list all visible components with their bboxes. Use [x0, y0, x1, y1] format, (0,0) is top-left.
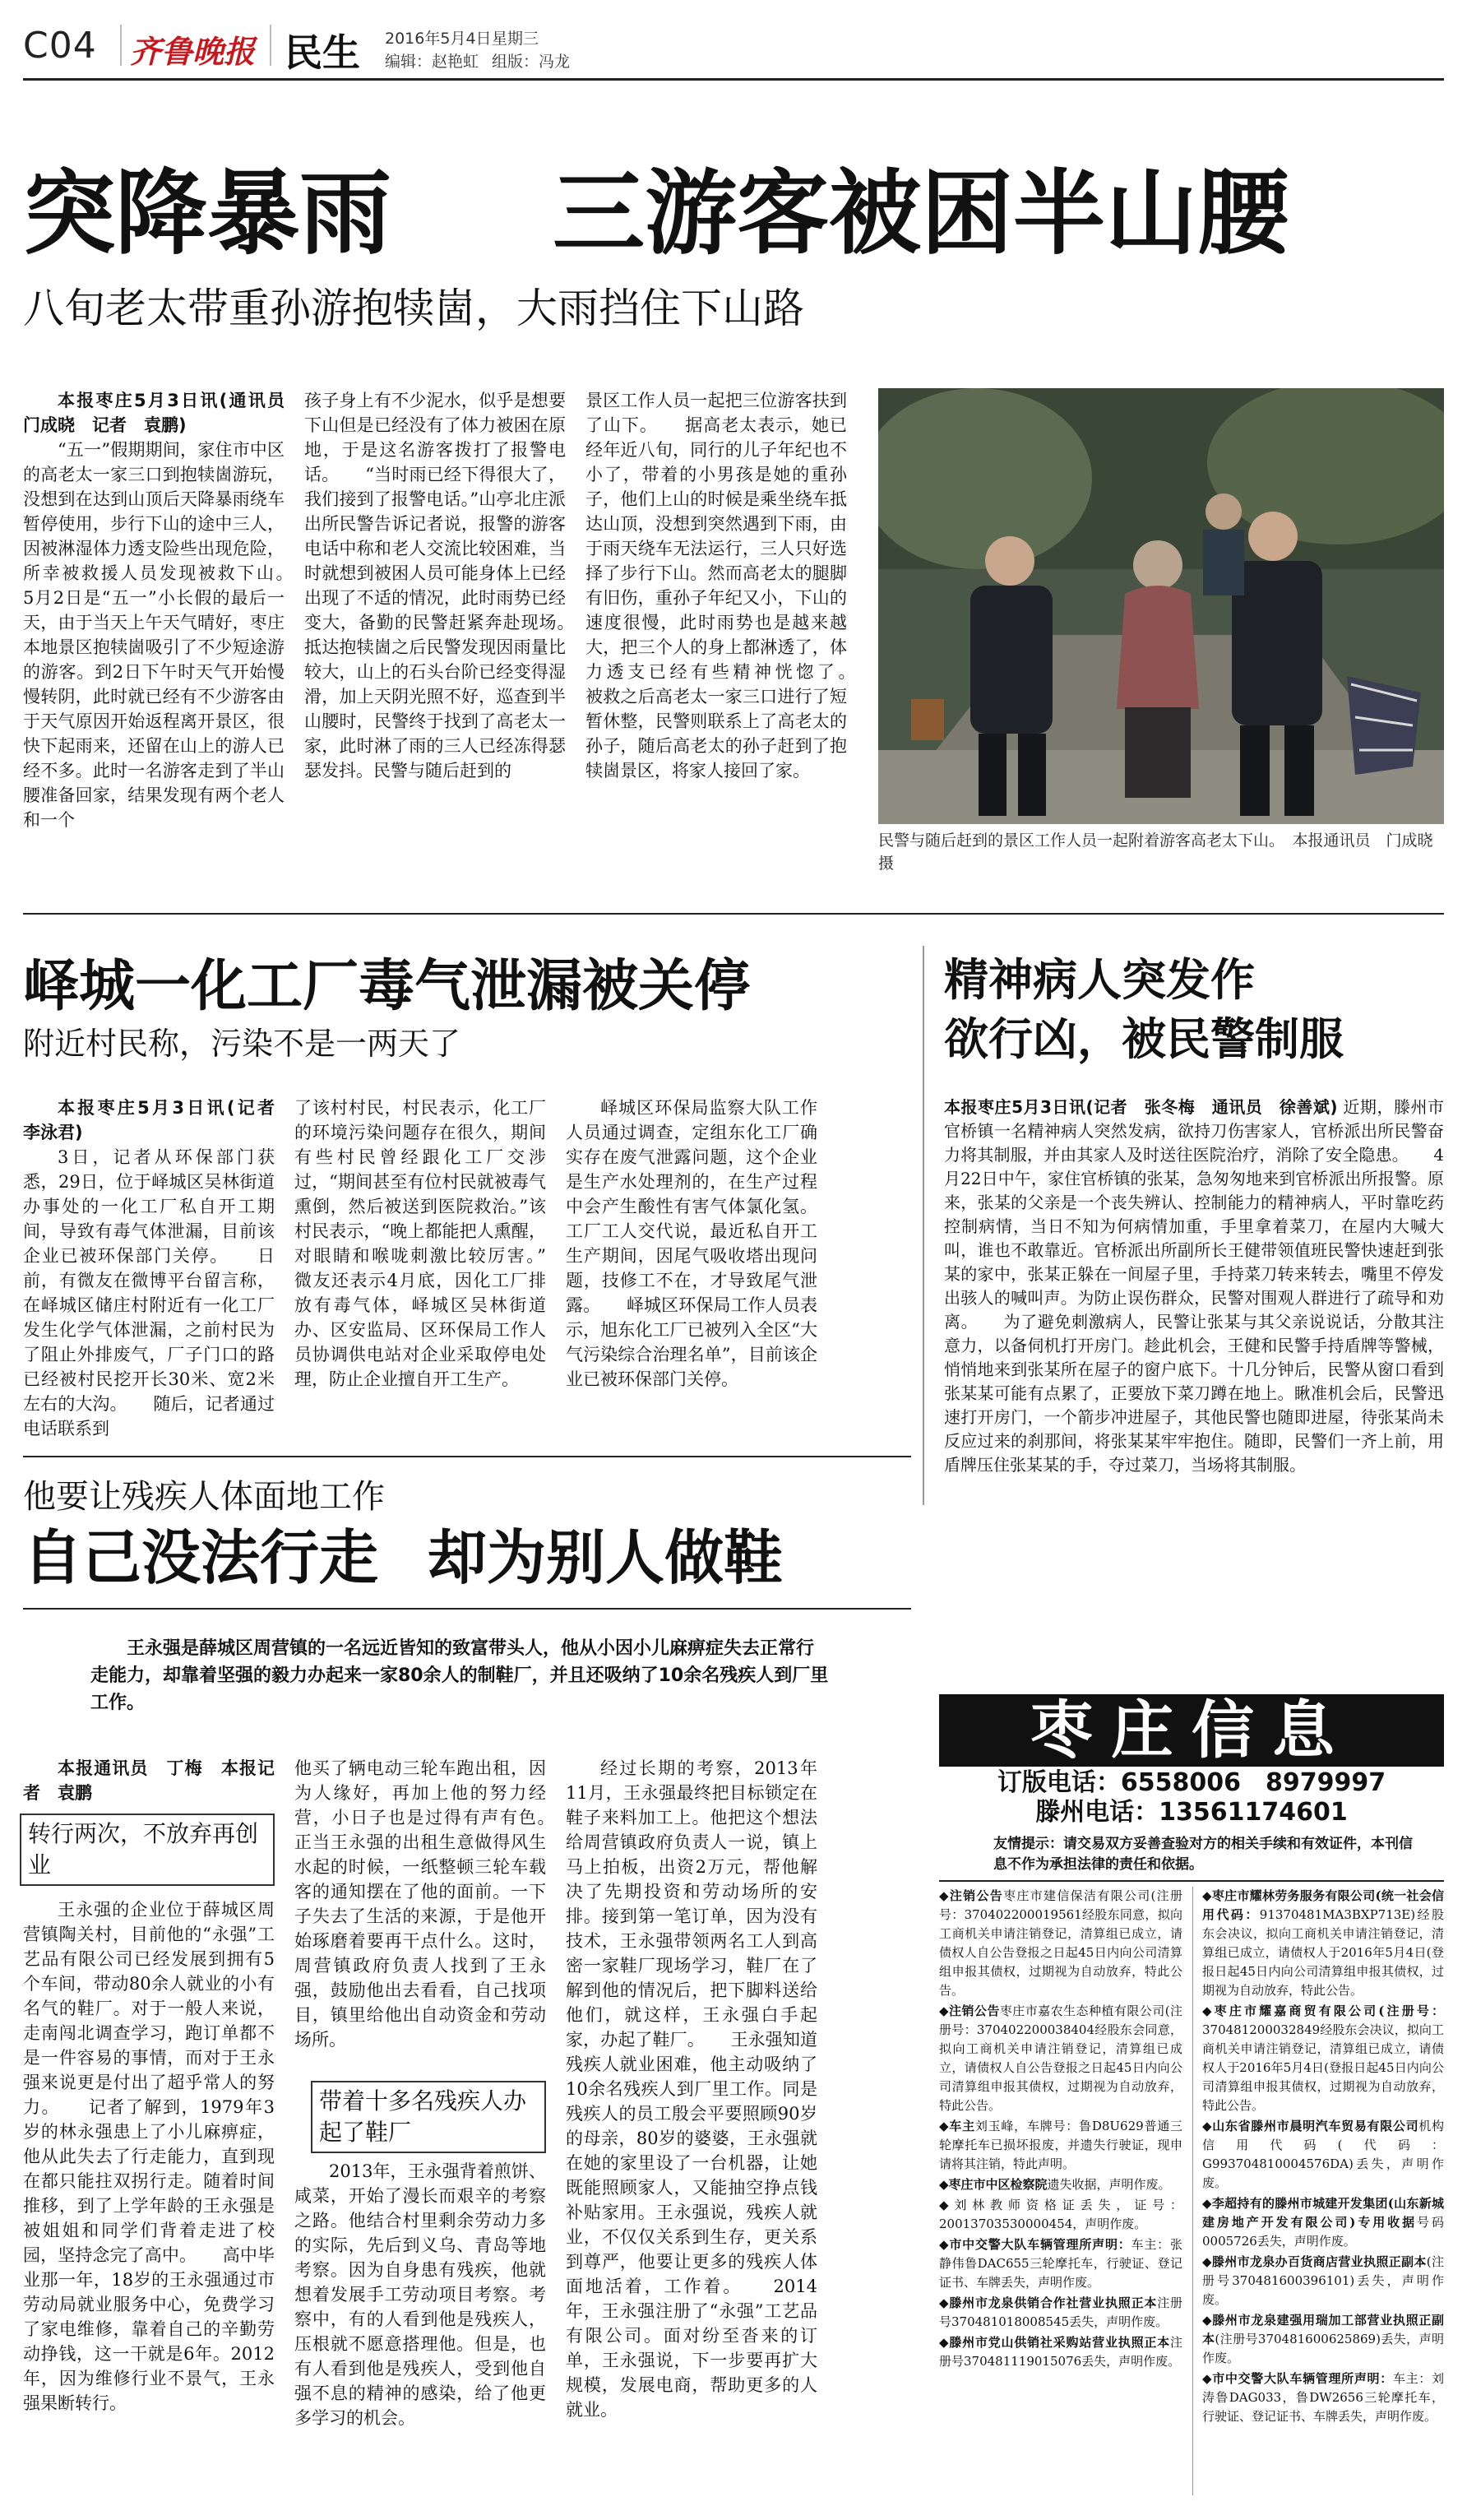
classified-ad-heading: ◆市中交警大队车辆管理所声明：: [939, 2237, 1131, 2252]
story1-col1-text: “五一”假期期间，家住市中区的高老太一家三口到抱犊崮游玩，没想到在达到山顶后天降暴雨绕车暂停使用，步行下山的途中三人，因被淋湿体力透支险些出现危险，所幸被救援人员发现被救下山。 5月2日是“五一”小长假的最后一天，由于当天上午天气晴好，枣庄本地景区抱犊崮吸引了不少短途游的游客。到2日下午时天气开始慢慢转阴，此时就已经有不少游客由于天气原因开始返程离开景区，很快下起雨来，还留在山上的游人已经不多。此时一名游客走到了半山腰准备回家，结果发现有两个老人和一个: [23, 440, 285, 830]
info-top-rule: [939, 1880, 1444, 1882]
story4-subhead-box-1: 转行两次，不放弃再创业: [20, 1814, 275, 1886]
story1-lead: 本报枣庄5月3日讯(通讯员 门成晓 记者 袁鹏): [23, 391, 285, 435]
classified-ad: [939, 2294, 1182, 2332]
classified-ad-text: 枣庄市建信保洁有限公司(注册号：370402200019561经股东同意，拟向工商机关申请注销登记，清算组已成立，请债权人自公告登报之日起45日内向公司清算组申报其债权，过期视为自动放弃，特此公告。: [939, 1888, 1182, 1998]
classified-ad-text: 车主：张静伟鲁DAC655三轮摩托车，行驶证、登记证书、车牌丢失，声明作废。: [939, 2237, 1182, 2290]
story4-column-3: [566, 1756, 817, 2496]
story2-bottom-rule: [23, 1456, 911, 1457]
classified-ad-heading: ◆枣庄市中区检察院: [939, 2177, 1048, 2192]
classified-ad: [1202, 2194, 1444, 2251]
story4-col2a-text: 他买了辆电动三轮车跑出租，因为人缘好，再加上他的努力经营，小日子也是过得有声有色。 正当王永强的出租生意做得风生水起的时候，一纸整顿三轮车载客的通知摆在了他的面前。一下子失去了生活的来源，于是他开始琢磨着要再干点什么。这时，周营镇政府负责人找到了王永强，鼓励他出去看看，自己找项目，镇里给他出自动资金和劳动场所。: [294, 1758, 546, 2050]
story3-body: [944, 1096, 1444, 1589]
story3-body-text: 近期，滕州市官桥镇一名精神病人突然发病，欲持刀伤害家人，官桥派出所民警奋力将其制服，并由其家人及时送往医院治疗，消除了安全隐患。 4月22日中午，家住官桥镇的张某，急匆匆地来到官桥派出所报警。原来，张某的父亲是一个丧失辨认、控制能力的精神病人，平时靠吃药控制病情，当日不知为何病情加重，手里拿着菜刀，在屋内大喊大叫，谁也不敢靠近。官桥派出所副所长王健带领值班民警快速赶到张某的家中，张某正躲在一间屋子里，手持菜刀转来转去，嘴里不停发出骇人的喊叫声。为防止误伤群众，民警对围观人群进行了疏导和劝离。 为了避免刺激病人，民警让张某与其父亲说说话，分散其注意力，以备伺机打开房门。趁此机会，王健和民警手持盾牌等警械，悄悄地来到张某所在屋子的窗户底下。十几分钟后，民警从窗口看到张某某可能有点累了，正要放下菜刀蹲在地上。瞅准机会后，民警迅速打开房门，一个箭步冲进屋子，其他民警也随即进屋，待张某尚未反应过来的刹那间，将张某某牢牢抱住。随即，民警们一齐上前，用盾牌压住张某某的手，夺过菜刀，当场将其制服。: [944, 1097, 1444, 1475]
classified-ad-text: 刘玉峰，车牌号：鲁D8U629普通三轮摩托车已损坏报废，并遗失行驶证，现申请将其注销，特此声明。: [939, 2119, 1182, 2171]
classified-ad: [939, 2117, 1182, 2174]
designer-credit: 组版：冯龙: [492, 53, 571, 71]
classified-ad-heading: ◆枣庄市耀嘉商贸有限公司(注册号：: [1202, 2003, 1444, 2018]
classified-ad-text: 遗失收据，声明作废。: [1047, 2177, 1171, 2192]
page-number: C04: [23, 25, 97, 67]
story1-column-3: [585, 388, 847, 898]
story2-column-1: [23, 1096, 275, 1441]
classified-ad-heading: ◆李超持有的滕州市城建开发集团(山东新城建房地产开发有限公司)专用收据: [1202, 2196, 1444, 2230]
story2-lead: 本报枣庄5月3日讯(记者 李泳君): [23, 1098, 275, 1142]
classified-ad-text: 注册号370481018008545丢失，声明作废。: [939, 2295, 1182, 2329]
info-banner-title: 枣庄信息: [1030, 1693, 1353, 1767]
story1-bottom-rule: [23, 913, 1444, 915]
story2-subhead: 附近村民称，污染不是一两天了: [23, 1026, 461, 1062]
story4-summary: 王永强是薛城区周营镇的一名远近皆知的致富带头人，他从小因小儿麻痹症失去正常行走能力，却靠着坚强的毅力办起来一家80余人的制鞋厂，并且还吸纳了10余名残疾人到厂里工作。: [90, 1638, 829, 1713]
classified-ad: [1202, 2117, 1444, 2193]
classified-ad-heading: ◆滕州市党山供销社采购站营业执照正本: [939, 2335, 1170, 2350]
story1-col3-text: 景区工作人员一起把三位游客扶到了山下。 据高老太表示，她已经年近八旬，同行的儿子年纪也不小了，带着的小男孩是她的重孙子，他们上山的时候是乘坐绕车抵达山顶，没想到突然遇到下雨，由于雨天绕车无法运行，三人只好选择了步行下山。然而高老太的腿脚有旧伤，重孙子年纪又小，下山的速度很慢，此时雨势也是越来越大，把三个人的身上都淋透了，体力透支已经有些精神恍惚了。 被救之后高老太一家三口进行了短暂休整，民警则联系上了高老太的孙子，随后高老太的孙子赶到了抱犊崮景区，将家人接回了家。: [585, 391, 847, 781]
story4-headline-b: 却为别人做鞋: [428, 1523, 784, 1592]
classified-ad: [939, 2175, 1182, 2194]
masthead-divider: [120, 25, 122, 66]
story3-headline-line1: 精神病人突发作: [944, 954, 1255, 1006]
info-banner: [939, 1694, 1444, 1767]
story3-lead: 本报枣庄5月3日讯(记者 张冬梅 通讯员 徐善斌): [944, 1097, 1338, 1117]
story1-column-2: [304, 388, 566, 898]
classified-ad: [1202, 1887, 1444, 2000]
paper-logo: 齐鲁晚报: [130, 33, 256, 70]
classified-ad-heading: ◆注销公告: [939, 1888, 1004, 1903]
classified-ad: [939, 2333, 1182, 2371]
story2-col3-text: 峄城区环保局监察大队工作人员通过调查，定组东化工厂确实存在废气泄露问题，这个企业是生产水处理剂的，在生产过程中会产生酸性有害气体氯化氢。工厂工人交代说，最近私自开工生产期间，因尾气吸收塔出现问题，技修工不在，才导致尾气泄露。 峄城区环保局工作人员表示，旭东化工厂已被列入全区“大气污染综合治理名单”，目前该企业已被环保部门关停。: [566, 1098, 817, 1389]
story2-headline: 峄城一化工厂毒气泄漏被关停: [23, 954, 751, 1019]
story2-story3-divider: [923, 946, 924, 1505]
story4-col3-text: 经过长期的考察，2013年11月，王永强最终把目标锁定在鞋子来料加工上。他把这个想法给周营镇政府负责人一说，镇上马上拍板，出资2万元，帮他解决了先期投资和劳动场所的安排。接到第一笔订单，因为没有技术，王永强带领两名工人到高密一家鞋厂现场学习，鞋厂在了解到他的情况后，把下脚料送给他们，就这样，王永强白手起家，办起了鞋厂。 王永强知道残疾人就业困难，他主动吸纳了10余名残疾人到厂里工作。同是残疾人的员工殷会平要照顾90岁的母亲，80岁的婆婆，王永强就在她的家里设了一台机器，让她既能照顾家人，又能抽空挣点钱补贴家用。王永强说，残疾人就业，不仅仅关系到生存，更关系到尊严，他要让更多的残疾人体面地活着，工作着。 2014年，王永强注册了“永强”工艺品有限公司。面对纷至沓来的订单，王永强说，下一步要再扩大规模，发展电商，帮助更多的人就业。: [566, 1758, 817, 2420]
rescue-scene-illustration: [878, 388, 1444, 824]
editor-credit: 编辑：赵艳虹: [385, 53, 479, 71]
info-column-divider: [1192, 1887, 1193, 2495]
classified-ad-heading: ◆滕州市龙泉办百货商店营业执照正副本: [1202, 2254, 1427, 2269]
story1-photo: [878, 388, 1444, 824]
classified-ad-heading: ◆滕州市龙泉供销合作社营业执照正本: [939, 2295, 1158, 2310]
classified-ad: [1202, 2311, 1444, 2368]
classified-ad-heading: ◆: [939, 2198, 955, 2212]
info-notice: 友情提示：请交易双方妥善查验对方的相关手续和有效证件，本刊信息不作为承担法律的责任和依据。: [993, 1836, 1413, 1873]
info-ads-left: [939, 1887, 1182, 2512]
classified-ad: [939, 2002, 1182, 2115]
info-tengzhou-phone: 滕州电话：13561174601: [1035, 1798, 1348, 1827]
story1-headline-b: 三游客被困半山腰: [553, 160, 1289, 267]
classified-ad-text: 车主：刘涛鲁DAG033，鲁DW2656三轮摩托车，行驶证、登记证书、车牌丢失，声明作废。: [1202, 2371, 1444, 2424]
info-ads-right: [1202, 1887, 1444, 2512]
story4-subhead-box-2: 带着十多名残疾人办起了鞋厂: [311, 2081, 546, 2153]
story2-column-2: [294, 1096, 546, 1441]
classified-ad-text: 91370481MA3BXP713E)经股东会决议，拟向工商机关申请注销登记，清算组已成立，请债权人于2016年5月4日(登报日起45日内向公司清算组申报其债权，过期视为自动放弃，特此公告。: [1202, 1907, 1444, 1998]
classified-ad-text: 号码0005726丢失，声明作废。: [1202, 2215, 1444, 2249]
story2-col1-text: 3日，记者从环保部门获悉，29日，位于峄城区吴林街道办事处的一化工厂私自开工期间，导致有毒气体泄漏，目前该企业已被环保部门关停。 日前，有微友在微博平台留言称，在峄城区储庄村附近有一化工厂发生化学气体泄漏，之前村民为了阻止外排废气，厂子门口的路已经被村民挖开长30米、宽2米左右的大沟。 随后，记者通过电话联系到: [23, 1147, 275, 1438]
story2-column-3: [566, 1096, 817, 1441]
classified-ad-heading: ◆车主: [939, 2119, 975, 2133]
classified-ad-text: 刘林教师资格证丢失，证号：20013703530000454，声明作废。: [939, 2198, 1182, 2231]
masthead: [23, 18, 1454, 76]
story1-subhead: 八旬老太带重孙游抱犊崮，大雨挡住下山路: [23, 285, 804, 332]
story3-headline-line2: 欲行凶，被民警制服: [944, 1013, 1344, 1065]
classified-ad-heading: ◆市中交警大队车辆管理所声明：: [1202, 2371, 1393, 2386]
classified-ad: [1202, 2002, 1444, 2115]
story1-col2-text: 孩子身上有不少泥水，似乎是想要下山但是已经没有了体力被困在原地，于是这名游客拨打了报警电话。 “当时雨已经下得很大了，我们接到了报警电话。”山亭北庄派出所民警告诉记者说，报警的游客电话中称和老人交流比较困难，当时就想到被困人员可能身体上已经出现了不适的情况，此时雨势已经变大，备勤的民警赶紧奔赴现场。 抵达抱犊崮之后民警发现因雨量比较大，山上的石头台阶已经变得湿滑，加上天阴光照不好，巡查到半山腰时，民警终于找到了高老太一家，此时淋了雨的三人已经冻得瑟瑟发抖。民警与随后赶到的: [304, 391, 566, 781]
issue-date: 2016年5月4日: [385, 30, 492, 48]
story4-headline-a: 自己没法行走: [23, 1523, 379, 1592]
story1-column-1: [23, 388, 285, 898]
classified-ad-text: 注册号370481119015076丢失，声明作废。: [939, 2335, 1182, 2369]
classified-ad-heading: ◆滕州市龙泉建强用瑞加工部营业执照正副本: [1202, 2313, 1444, 2346]
story4-col1-text: 王永强的企业位于薛城区周营镇陶关村，目前他的“永强”工艺品有限公司已经发展到拥有5个车间，带动80余人就业的小有名气的鞋厂。对于一般人来说，走南闯北调查学习，跑订单都不是一件容易的事情，而对于王永强来说更是付出了超乎常人的努力。 记者了解到，1979年3岁的林永强患上了小儿麻痹症，他从此失去了行走能力，直到现在都只能拄双拐行走。随着时间推移，到了上学年龄的王永强是被姐姐和同学们背着走进了校园，坚持念完了高中。 高中毕业那一年，18岁的王永强通过市劳动局就业服务中心，免费学习了家电维修，靠着自己的辛勤劳动挣钱，这一干就是6年。2012年，因为维修行业不景气，王永强果断转行。: [23, 1900, 275, 2413]
masthead-divider-2: [270, 25, 271, 66]
story4-col2b-text: 2013年，王永强背着煎饼、咸菜，开始了漫长而艰辛的考察之路。他结合村里剩余劳动力多的实际，先后到义乌、青岛等地考察。因为自身患有残疾，他就想着发展手工劳动项目考察。考察中，有的人看到他是残疾人，压根就不愿意搭理他。但是，也有人看到他是残疾人，受到他自强不息的精神的感染，给了他更多学习的机会。: [294, 2161, 546, 2428]
story1-headline-a: 突降暴雨: [23, 160, 391, 267]
classified-ad-heading: ◆枣庄市耀林劳务服务有限公司(统一社会信用代码：: [1202, 1888, 1444, 1922]
masthead-rule: [23, 78, 1444, 81]
classified-ad-text: 机构信用代码(代码：G993704810004576DA)丢失，声明作废。: [1202, 2119, 1444, 2190]
classified-ad-text: (注册号370481600625869)丢失，声明作废。: [1202, 2332, 1444, 2365]
section-name: 民生: [285, 30, 360, 75]
story4-headline-rule: [23, 1608, 911, 1610]
story4-kicker: 他要让残疾人体面地工作: [23, 1478, 385, 1516]
classified-ad: [939, 1887, 1182, 2000]
classified-ad-heading: ◆注销公告: [939, 2003, 1000, 2018]
classified-ad-heading: ◆山东省滕州市晨明汽车贸易有限公司: [1202, 2119, 1419, 2133]
story1-photo-caption: 民警与随后赶到的景区工作人员一起附着游客高老太下山。 本报通讯员 门成晓 摄: [878, 832, 1449, 873]
info-order-phone: 订版电话：6558006 8979997: [997, 1768, 1386, 1797]
classified-ad-text: 370481200032849经股东会决议，拟向工商机关申请注销登记，清算组已成立，请债权人于2016年5月4日(登报日起45日内向公司清算组申报其债权，过期视为自动放弃，特此公告。: [1202, 2022, 1444, 2113]
classified-ad: [939, 2196, 1182, 2234]
classified-ad: [939, 2235, 1182, 2292]
story4-lead: 本报通讯员 丁梅 本报记者 袁鹏: [23, 1758, 275, 1803]
classified-ad: [1202, 2369, 1444, 2426]
classified-ad: [1202, 2253, 1444, 2309]
classified-ad-text: (注册号370481600396101)丢失，声明作废。: [1202, 2254, 1444, 2307]
story2-col2-text: 了该村村民，村民表示，化工厂的环境污染问题存在很久，期间有些村民曾经跟化工厂交涉过，“期间甚至有位村民就被毒气熏倒，然后被送到医院救治。”该村民表示，“晚上都能把人熏醒，对眼睛和喉咙刺激比较厉害。” 微友还表示4月底，因化工厂排放有毒气体，峄城区吴林街道办、区安监局、区环保局工作人员协调供电站对企业采取停电处理，防止企业擅自开工生产。: [294, 1098, 546, 1389]
classified-ad-text: 枣庄市嘉农生态种植有限公司(注册号：370402200038404经股东会同意，拟向工商机关申请注销登记，清算组已成立，请债权人自公告登报之日起45日内向公司清算组申报其债权，过期视为自动放弃，特此公告。: [939, 2003, 1182, 2113]
issue-weekday: 星期三: [492, 30, 539, 48]
